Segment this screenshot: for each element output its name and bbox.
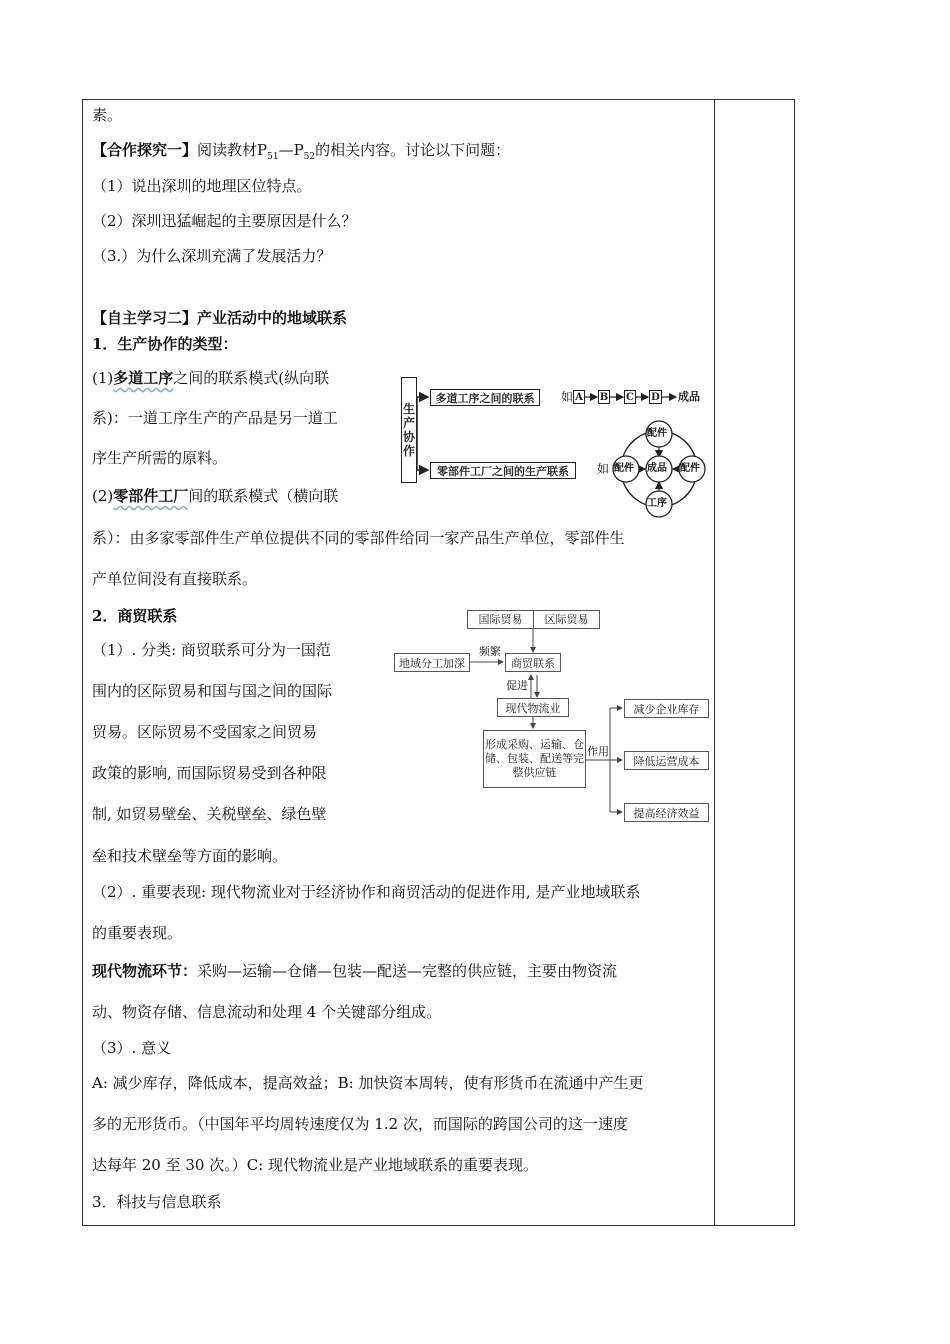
circle-right-part: 配件 <box>680 463 700 474</box>
circle-center-product: 成品 <box>647 463 667 474</box>
trade-line-4: 政策的影响, 而国际贸易受到各种限 <box>92 764 327 782</box>
exploration-one-heading: 【合作探究一】 <box>92 141 198 159</box>
para-2-line-2: 系）：由多家零部件生产单位提供不同的零部件给同一家产品生产单位，零部件生 <box>92 529 625 547</box>
improve-benefit-box: 提高经济效益 <box>624 803 709 822</box>
significance-line-2: 多的无形货币。（中国年平均周转速度仅为 1.2 次，而国际的跨国公司的这一速度 <box>92 1115 628 1133</box>
para-1-line-2: 系)：一道工序生产的产品是另一道工 <box>92 409 338 427</box>
question-3: （3.）为什么深圳充满了发展活力？ <box>92 247 332 265</box>
section-3-heading: 3．科技与信息联系 <box>92 1193 222 1211</box>
question-2: （2）深圳迅猛崛起的主要原因是什么？ <box>92 212 357 230</box>
supply-chain-box: 形成采购、运输、仓 储、包装、配送等完 整供应链 <box>483 730 586 788</box>
trade-line-8: 的重要表现。 <box>92 924 183 942</box>
reduce-inventory-box: 减少企业库存 <box>624 699 709 718</box>
para-2-line-1: (2)零部件工厂间的联系模式（横向联 <box>92 487 339 505</box>
chain-c: C <box>624 390 636 404</box>
circle-left-part: 配件 <box>614 463 634 474</box>
significance-heading: （3）. 意义 <box>92 1039 172 1057</box>
chain-b: B <box>599 391 609 403</box>
section-1-heading: 1．生产协作的类型： <box>92 335 238 353</box>
international-trade: 国际贸易 <box>468 611 534 628</box>
self-study-two-heading: 【自主学习二】产业活动中的地域联系 <box>92 309 348 327</box>
logistics-line-1: 现代物流环节：采购—运输—仓储—包装—配送—完整的供应链，主要由物资流 <box>92 962 618 980</box>
circle-ru-label: 如 <box>597 462 610 476</box>
trade-line-7: （2）. 重要表现: 现代物流业对于经济协作和商贸活动的促进作用, 是产业地域联系 <box>92 883 641 901</box>
question-1: （1）说出深圳的地理区位特点。 <box>92 177 312 195</box>
trade-line-1: （1）. 分类: 商贸联系可分为一国范 <box>92 641 331 659</box>
chain-product: 成品 <box>678 390 700 403</box>
trade-line-2: 围内的区际贸易和国与国之间的国际 <box>92 682 333 700</box>
significance-line-1: A: 减少库存，降低成本，提高效益；B: 加快资本周转，使有形货币在流通中产生更 <box>92 1074 644 1092</box>
text-line: 素。 <box>92 106 123 124</box>
division-deepening-box: 地域分工加深 <box>394 653 470 672</box>
effect-label: 作用 <box>587 745 609 758</box>
para-1-line-1: (1)多道工序之间的联系模式(纵向联 <box>92 369 330 387</box>
circle-bottom-process: 工序 <box>647 498 667 509</box>
promote-label: 促进 <box>506 679 528 692</box>
reduce-cost-box: 降低运营成本 <box>624 751 709 770</box>
para-1-line-3: 序生产所需的原料。 <box>92 449 228 467</box>
interregional-trade: 区际贸易 <box>544 613 589 626</box>
production-cooperation-vertical-box: 生 产 协 作 <box>401 377 417 483</box>
modern-logistics-box: 现代物流业 <box>497 698 569 717</box>
chain-ru-label: 如 <box>561 390 574 404</box>
chain-d: D <box>649 390 662 404</box>
trade-link-box: 商贸联系 <box>505 653 561 672</box>
frequent-label: 频繁 <box>479 645 501 658</box>
parts-factory-box: 零部件工厂之间的生产联系 <box>430 462 576 479</box>
trade-line-5: 制, 如贸易壁垒、关税壁垒、绿色壁 <box>92 805 327 823</box>
trade-types-box <box>467 610 600 629</box>
chain-a: A <box>573 390 585 404</box>
significance-line-3: 达每年 20 至 30 次。）C: 现代物流业是产业地域联系的重要表现。 <box>92 1156 539 1174</box>
trade-line-3: 贸易。区际贸易不受国家之间贸易 <box>92 723 318 741</box>
para-2-line-3: 产单位间没有直接联系。 <box>92 570 258 588</box>
exploration-one: 【合作探究一】阅读教材$P_{51}—P_{52}$的相关内容。讨论以下问题： <box>92 141 511 162</box>
multi-process-box: 多道工序之间的联系 <box>430 389 540 406</box>
section-2-heading: 2．商贸联系 <box>92 607 178 625</box>
logistics-line-2: 动、物资存储、信息流动和处理 4 个关键部分组成。 <box>92 1003 442 1021</box>
trade-line-6: 垒和技术壁垒等方面的影响。 <box>92 847 288 865</box>
circle-top-part: 配件 <box>647 428 667 439</box>
